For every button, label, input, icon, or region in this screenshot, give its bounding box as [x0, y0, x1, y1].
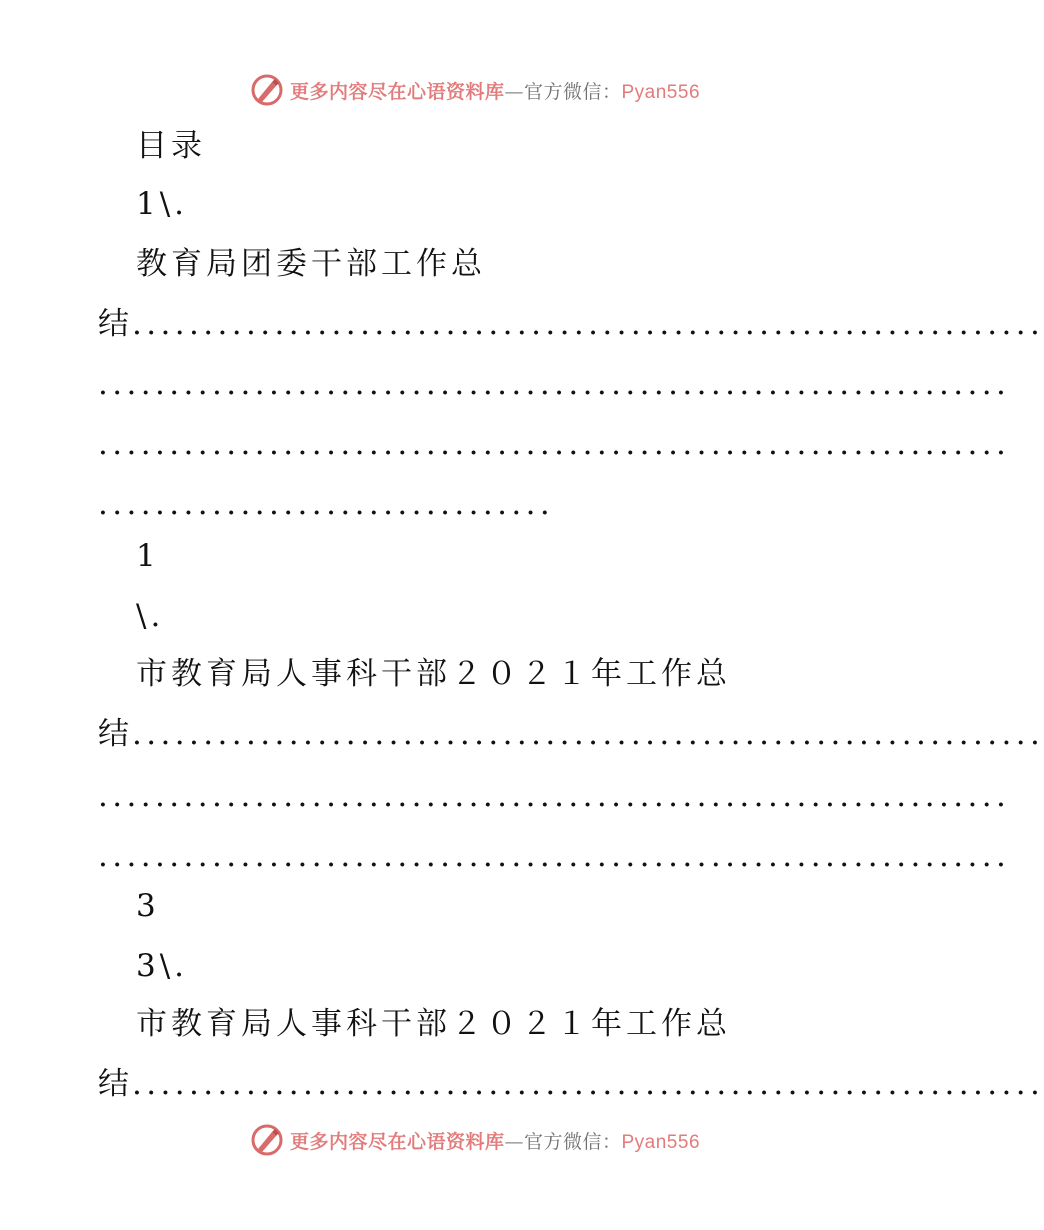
toc-entry-3-title: 市教育局人事科干部２０２１年工作总: [136, 1006, 731, 1042]
toc-leader-dots: ................................................................: [98, 778, 1011, 814]
toc-heading: 目录: [136, 128, 206, 164]
toc-leader-dots: ................................................................: [132, 1066, 1044, 1102]
toc-leader-dots: ................................................................: [132, 306, 1044, 342]
toc-entry-1-page: 1: [136, 538, 160, 574]
toc-leader-dots: ................................................................: [98, 426, 1011, 462]
watermark-text: 更多内容尽在心语资料库—官方微信：Pyan556: [289, 80, 701, 103]
toc-entry-1-title-end: 结: [98, 306, 133, 342]
toc-entry-2-title-end: 结: [98, 716, 133, 752]
toc-entry-3-title-end: 结: [98, 1066, 133, 1102]
toc-entry-3-number: 3\.: [136, 948, 189, 984]
toc-leader-dots: ................................................................: [98, 366, 1011, 402]
toc-entry-1-number: 1\.: [136, 186, 189, 222]
toc-entry-2-page: 3: [136, 888, 160, 924]
watermark-banner-bottom: [0, 1120, 950, 1160]
toc-leader-dots: ................................................................: [98, 838, 1011, 874]
toc-leader-dots: ................................: [98, 486, 555, 522]
pen-logo-icon: [250, 1123, 284, 1157]
watermark-banner-top: [0, 70, 950, 110]
pen-logo-icon: [250, 73, 284, 107]
toc-leader-dots: ................................................................: [132, 716, 1044, 752]
toc-entry-2-title: 市教育局人事科干部２０２１年工作总: [136, 656, 731, 692]
watermark-text: 更多内容尽在心语资料库—官方微信：Pyan556: [289, 1130, 701, 1153]
toc-entry-2-number: \.: [136, 598, 165, 634]
toc-entry-1-title: 教育局团委干部工作总: [136, 246, 486, 282]
